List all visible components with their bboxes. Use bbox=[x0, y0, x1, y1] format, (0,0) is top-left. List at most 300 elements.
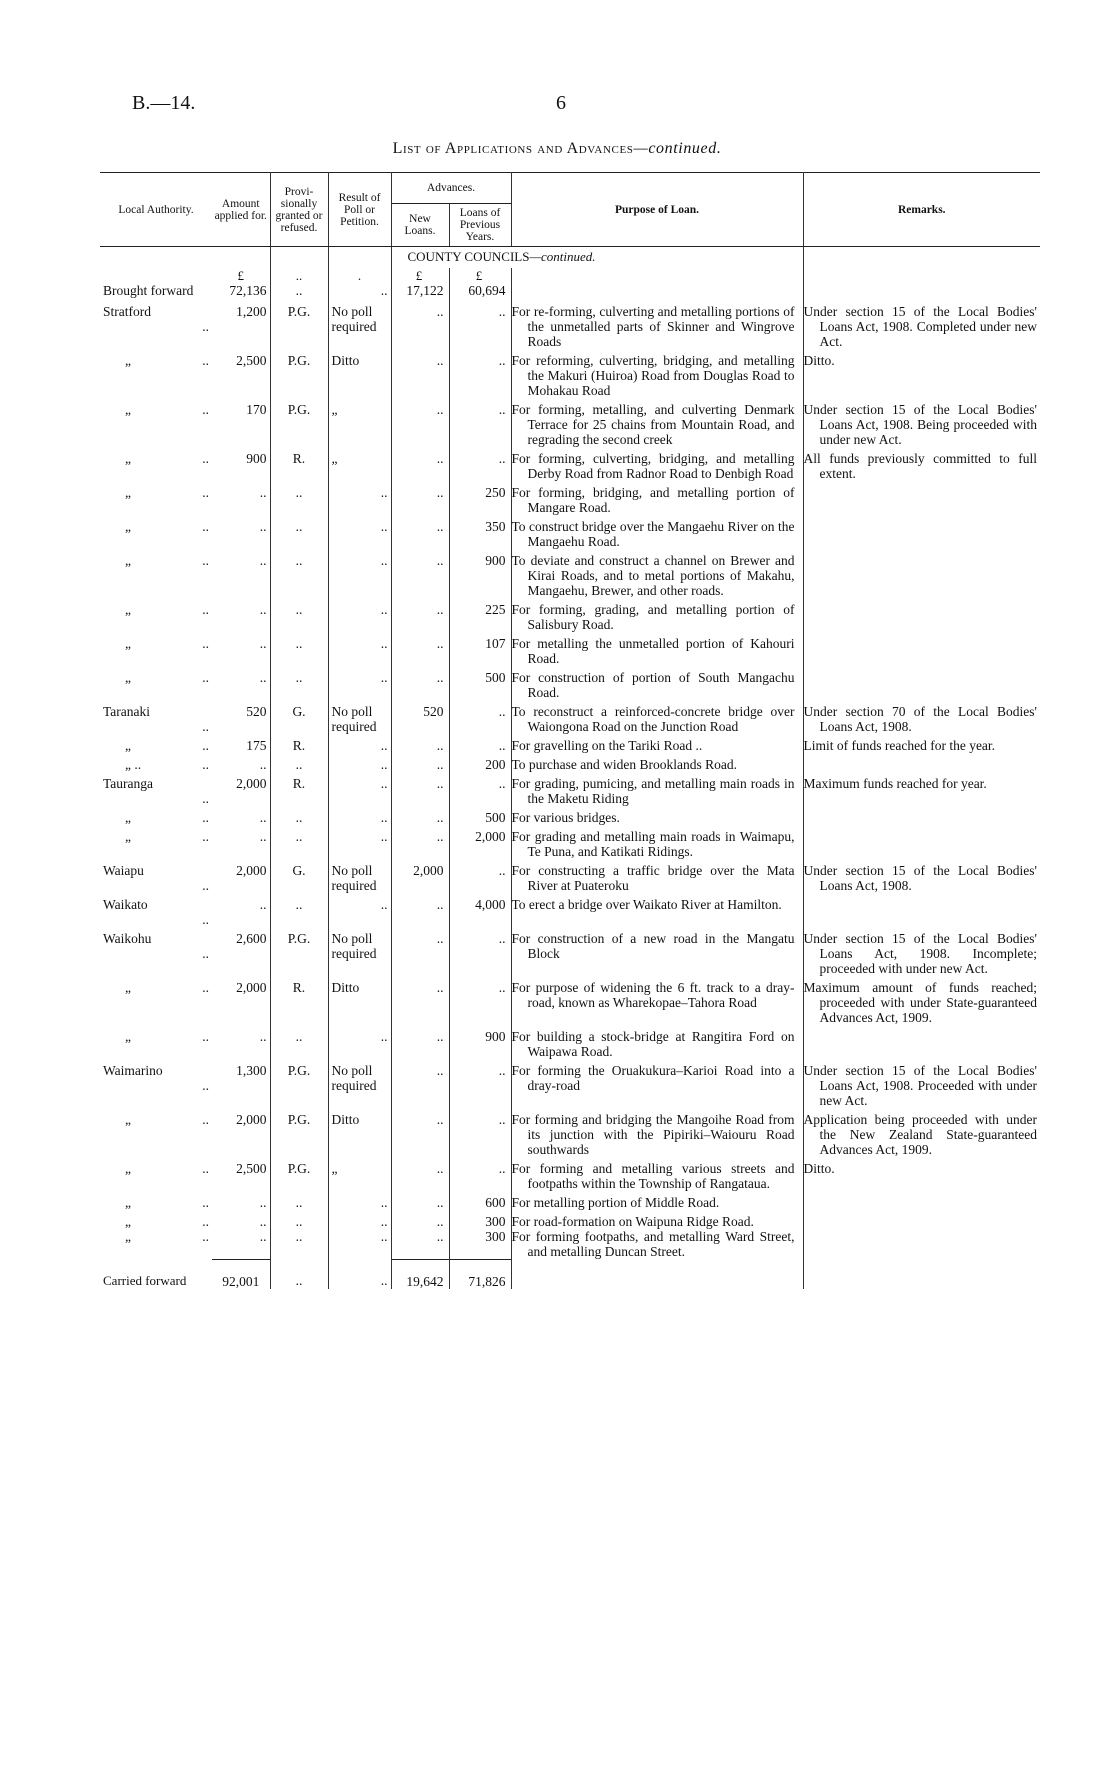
table-row bbox=[100, 353, 1040, 402]
provisional-cell: .. bbox=[270, 1029, 328, 1063]
loans-previous-cell: .. bbox=[449, 980, 511, 1029]
purpose-cell: For forming, bridging, and metalling portion of Mangare Road. bbox=[511, 485, 803, 519]
table-row bbox=[100, 829, 1040, 863]
result-cell: .. bbox=[328, 485, 391, 519]
loans-previous-cell: .. bbox=[449, 451, 511, 485]
remarks-cell: Maximum funds reached for year. bbox=[803, 776, 987, 791]
leader-dots: .. bbox=[202, 810, 209, 825]
unit-new-loans: £ bbox=[391, 268, 449, 283]
carried-result: .. bbox=[328, 1259, 391, 1289]
table-row bbox=[100, 485, 1040, 519]
purpose-cell: For grading, pumicing, and metalling main roads in the Maketu Riding bbox=[511, 776, 803, 810]
result-cell: Ditto bbox=[328, 1112, 391, 1161]
purpose-cell: For re-forming, culverting and metalling portions of the unmetalled parts of Skinner and Wingrove Roads bbox=[511, 304, 803, 353]
provisional-cell: P.G. bbox=[270, 931, 328, 980]
authority-name: „ bbox=[125, 1229, 131, 1244]
provisional-cell: G. bbox=[270, 704, 328, 738]
leader-dots: .. bbox=[202, 319, 209, 334]
authority-cell bbox=[100, 1229, 212, 1259]
loans-previous-cell: 107 bbox=[449, 636, 511, 670]
purpose-cell: For forming footpaths, and metalling Ward Street, and metalling Duncan Street. bbox=[511, 1229, 803, 1259]
col-header-advances: Advances. bbox=[391, 173, 511, 204]
loans-previous-cell: .. bbox=[449, 1161, 511, 1195]
remarks-cell: Application being proceeded with under the New Zealand State-guaranteed Advances Act, 1909. bbox=[803, 1112, 1037, 1157]
authority-cell bbox=[100, 519, 212, 553]
authority-name: Waiapu bbox=[103, 863, 144, 878]
new-loans-cell: .. bbox=[391, 829, 449, 863]
new-loans-cell: 2,000 bbox=[391, 863, 449, 897]
authority-name: „ bbox=[125, 353, 131, 368]
amount-cell: .. bbox=[212, 670, 270, 704]
leader-dots: .. bbox=[202, 1195, 209, 1210]
table-row bbox=[100, 738, 1040, 757]
authority-name: „ .. bbox=[125, 757, 142, 772]
purpose-cell: For forming and bridging the Mangoihe Road from its junction with the Pipiriki–Waiouru Road southwards bbox=[511, 1112, 803, 1161]
leader-dots: .. bbox=[202, 1112, 209, 1127]
loans-previous-cell: .. bbox=[449, 863, 511, 897]
purpose-cell: To reconstruct a reinforced-concrete bridge over Waiongona Road on the Junction Road bbox=[511, 704, 803, 738]
new-loans-cell: .. bbox=[391, 1214, 449, 1229]
remarks-cell bbox=[803, 1229, 1040, 1259]
table-row bbox=[100, 283, 1040, 304]
amount-cell: 520 bbox=[212, 704, 270, 738]
new-loans-cell: .. bbox=[391, 636, 449, 670]
authority-name: „ bbox=[125, 1161, 131, 1176]
loans-previous-cell: .. bbox=[449, 1112, 511, 1161]
caption-suffix: —continued. bbox=[633, 140, 722, 157]
authority-cell bbox=[100, 1214, 212, 1229]
loans-previous-cell: 600 bbox=[449, 1195, 511, 1214]
purpose-cell: To erect a bridge over Waikato River at Hamilton. bbox=[511, 897, 803, 931]
loans-previous-cell: 300 bbox=[449, 1229, 511, 1259]
leader-dots: .. bbox=[202, 402, 209, 417]
leader-dots: .. bbox=[202, 980, 209, 995]
leader-dots: .. bbox=[202, 757, 209, 772]
result-cell: .. bbox=[328, 602, 391, 636]
loans-previous-cell: 2,000 bbox=[449, 829, 511, 863]
table-row bbox=[100, 776, 1040, 810]
loans-previous-cell: 900 bbox=[449, 553, 511, 602]
purpose-cell: For metalling portion of Middle Road. bbox=[511, 1195, 803, 1214]
loans-previous-cell: .. bbox=[449, 738, 511, 757]
authority-name: Stratford bbox=[103, 304, 151, 319]
new-loans-cell: .. bbox=[391, 353, 449, 402]
authority-name: „ bbox=[125, 1214, 131, 1229]
loans-previous-cell: .. bbox=[449, 1063, 511, 1112]
loans-previous-cell: 4,000 bbox=[449, 897, 511, 931]
authority-name: „ bbox=[125, 636, 131, 651]
remarks-cell bbox=[803, 829, 1040, 863]
loans-previous-cell: 300 bbox=[449, 1214, 511, 1229]
authority-cell bbox=[100, 451, 212, 485]
loans-previous-cell: .. bbox=[449, 704, 511, 738]
purpose-cell bbox=[511, 283, 803, 304]
authority-name: „ bbox=[125, 738, 131, 753]
leader-dots: .. bbox=[202, 829, 209, 844]
remarks-cell: Limit of funds reached for the year. bbox=[803, 738, 996, 753]
authority-cell bbox=[100, 636, 212, 670]
new-loans-cell: .. bbox=[391, 602, 449, 636]
amount-cell: .. bbox=[212, 829, 270, 863]
table-row bbox=[100, 757, 1040, 776]
new-loans-cell: .. bbox=[391, 757, 449, 776]
purpose-cell: For reforming, culverting, bridging, and metalling the Makuri (Huiroa) Road from Douglas Road to Mohakau Road bbox=[511, 353, 803, 402]
result-cell: .. bbox=[328, 1029, 391, 1063]
amount-cell: .. bbox=[212, 897, 270, 931]
table-body bbox=[100, 247, 1040, 1260]
new-loans-cell: .. bbox=[391, 1229, 449, 1259]
remarks-cell: Under section 15 of the Local Bodies' Loans Act, 1908. Being proceeded with under new Act. bbox=[803, 402, 1037, 447]
amount-cell: .. bbox=[212, 1229, 270, 1259]
remarks-cell: Maximum amount of funds reached; proceeded with under State-guaranteed Advances Act, 1909. bbox=[803, 980, 1037, 1025]
provisional-cell: R. bbox=[270, 451, 328, 485]
purpose-cell: To purchase and widen Brooklands Road. bbox=[511, 757, 803, 776]
amount-cell: 1,200 bbox=[212, 304, 270, 353]
loans-previous-cell: 500 bbox=[449, 670, 511, 704]
remarks-cell bbox=[803, 1029, 1040, 1063]
provisional-cell: .. bbox=[270, 897, 328, 931]
authority-cell bbox=[100, 738, 212, 757]
amount-cell: 2,000 bbox=[212, 980, 270, 1029]
amount-cell: 2,500 bbox=[212, 1161, 270, 1195]
table-row bbox=[100, 451, 1040, 485]
leader-dots: .. bbox=[202, 1161, 209, 1176]
purpose-cell: For forming, grading, and metalling portion of Salisbury Road. bbox=[511, 602, 803, 636]
table-row bbox=[100, 1161, 1040, 1195]
result-cell: „ bbox=[328, 1161, 391, 1195]
authority-cell bbox=[100, 1112, 212, 1161]
provisional-cell: .. bbox=[270, 553, 328, 602]
authority-name: Waikohu bbox=[103, 931, 152, 946]
new-loans-cell: .. bbox=[391, 519, 449, 553]
loans-previous-cell: 500 bbox=[449, 810, 511, 829]
remarks-cell bbox=[803, 670, 1040, 704]
amount-cell: .. bbox=[212, 1029, 270, 1063]
provisional-cell: P.G. bbox=[270, 1161, 328, 1195]
authority-cell bbox=[100, 283, 212, 304]
amount-cell: 170 bbox=[212, 402, 270, 451]
leader-dots: .. bbox=[202, 485, 209, 500]
authority-cell bbox=[100, 353, 212, 402]
new-loans-cell: .. bbox=[391, 553, 449, 602]
remarks-cell bbox=[803, 636, 1040, 670]
table-row bbox=[100, 602, 1040, 636]
new-loans-cell: .. bbox=[391, 1195, 449, 1214]
authority-cell bbox=[100, 670, 212, 704]
authority-cell bbox=[100, 704, 212, 738]
caption-title: List of Applications and Advances bbox=[392, 140, 634, 157]
result-cell: No poll required bbox=[328, 704, 391, 738]
loans-previous-cell: 900 bbox=[449, 1029, 511, 1063]
remarks-cell bbox=[803, 1214, 1040, 1229]
new-loans-cell: .. bbox=[391, 304, 449, 353]
provisional-cell: P.G. bbox=[270, 402, 328, 451]
section-title: COUNTY COUNCILS—continued. bbox=[391, 247, 803, 269]
provisional-cell: .. bbox=[270, 283, 328, 304]
leader-dots: .. bbox=[202, 791, 209, 806]
authority-cell bbox=[100, 1195, 212, 1214]
table-row bbox=[100, 1112, 1040, 1161]
loans-previous-cell: 200 bbox=[449, 757, 511, 776]
remarks-cell bbox=[803, 283, 1040, 304]
authority-name: Brought forward bbox=[103, 283, 194, 298]
new-loans-cell: .. bbox=[391, 451, 449, 485]
leader-dots: .. bbox=[202, 738, 209, 753]
result-cell: „ bbox=[328, 402, 391, 451]
provisional-cell: R. bbox=[270, 738, 328, 757]
remarks-cell bbox=[803, 553, 1040, 602]
remarks-cell: Under section 15 of the Local Bodies' Loans Act, 1908. bbox=[803, 863, 1037, 893]
loans-previous-cell: .. bbox=[449, 776, 511, 810]
col-header-remarks: Remarks. bbox=[803, 173, 1040, 247]
provisional-cell: .. bbox=[270, 829, 328, 863]
table-row bbox=[100, 1229, 1040, 1259]
remarks-cell bbox=[803, 519, 1040, 553]
remarks-cell bbox=[803, 897, 1040, 931]
result-cell: .. bbox=[328, 519, 391, 553]
table-row bbox=[100, 304, 1040, 353]
provisional-cell: .. bbox=[270, 670, 328, 704]
new-loans-cell: .. bbox=[391, 776, 449, 810]
purpose-cell: For various bridges. bbox=[511, 810, 803, 829]
provisional-cell: P.G. bbox=[270, 353, 328, 402]
purpose-cell: For grading and metalling main roads in Waimapu, Te Puna, and Katikati Ridings. bbox=[511, 829, 803, 863]
result-cell: No poll required bbox=[328, 931, 391, 980]
authority-cell bbox=[100, 1161, 212, 1195]
section-row bbox=[100, 247, 1040, 269]
leader-dots: .. bbox=[202, 878, 209, 893]
authority-cell bbox=[100, 863, 212, 897]
authority-name: „ bbox=[125, 402, 131, 417]
loans-previous-cell: 225 bbox=[449, 602, 511, 636]
provisional-cell: .. bbox=[270, 485, 328, 519]
leader-dots: .. bbox=[202, 353, 209, 368]
result-cell: .. bbox=[328, 897, 391, 931]
new-loans-cell: .. bbox=[391, 1029, 449, 1063]
provisional-cell: .. bbox=[270, 1214, 328, 1229]
col-header-authority: Local Authority. bbox=[100, 173, 212, 247]
authority-cell bbox=[100, 553, 212, 602]
purpose-cell: For gravelling on the Tariki Road .. bbox=[511, 738, 803, 757]
provisional-cell: R. bbox=[270, 980, 328, 1029]
authority-cell bbox=[100, 810, 212, 829]
authority-name: „ bbox=[125, 829, 131, 844]
loans-previous-cell: .. bbox=[449, 353, 511, 402]
amount-cell: .. bbox=[212, 519, 270, 553]
result-cell: Ditto bbox=[328, 980, 391, 1029]
new-loans-cell: .. bbox=[391, 738, 449, 757]
purpose-cell: For construction of a new road in the Mangatu Block bbox=[511, 931, 803, 980]
col-header-purpose: Purpose of Loan. bbox=[511, 173, 803, 247]
remarks-cell bbox=[803, 1195, 1040, 1214]
purpose-cell: To deviate and construct a channel on Brewer and Kirai Roads, and to metal portions of Makahu, Mangaehu, Brewer, and other roads. bbox=[511, 553, 803, 602]
unit-row bbox=[100, 268, 1040, 283]
table-row bbox=[100, 1029, 1040, 1063]
authority-cell bbox=[100, 980, 212, 1029]
authority-cell bbox=[100, 402, 212, 451]
table-row bbox=[100, 519, 1040, 553]
result-cell: .. bbox=[328, 776, 391, 810]
table-row bbox=[100, 1214, 1040, 1229]
amount-cell: 2,000 bbox=[212, 1112, 270, 1161]
table-row bbox=[100, 863, 1040, 897]
table-row bbox=[100, 670, 1040, 704]
purpose-cell: For construction of portion of South Mangachu Road. bbox=[511, 670, 803, 704]
remarks-cell: Under section 15 of the Local Bodies' Loans Act, 1908. Incomplete; proceeded with under new Act. bbox=[803, 931, 1037, 976]
purpose-cell: For forming and metalling various streets and footpaths within the Township of Rangataua. bbox=[511, 1161, 803, 1195]
purpose-cell: To construct bridge over the Mangaehu River on the Mangaehu Road. bbox=[511, 519, 803, 553]
authority-cell bbox=[100, 829, 212, 863]
remarks-cell bbox=[803, 757, 1040, 776]
amount-cell: 900 bbox=[212, 451, 270, 485]
remarks-cell bbox=[803, 810, 1040, 829]
result-cell: .. bbox=[328, 829, 391, 863]
leader-dots: .. bbox=[202, 519, 209, 534]
authority-cell bbox=[100, 1029, 212, 1063]
leader-dots: .. bbox=[202, 602, 209, 617]
new-loans-cell: .. bbox=[391, 980, 449, 1029]
provisional-cell: .. bbox=[270, 602, 328, 636]
provisional-cell: .. bbox=[270, 1229, 328, 1259]
provisional-cell: .. bbox=[270, 636, 328, 670]
provisional-cell: .. bbox=[270, 519, 328, 553]
result-cell: .. bbox=[328, 757, 391, 776]
authority-name: „ bbox=[125, 670, 131, 685]
new-loans-cell: .. bbox=[391, 1112, 449, 1161]
purpose-cell: For constructing a traffic bridge over the Mata River at Puateroku bbox=[511, 863, 803, 897]
amount-cell: .. bbox=[212, 810, 270, 829]
result-cell: „ bbox=[328, 451, 391, 485]
provisional-cell: P.G. bbox=[270, 1112, 328, 1161]
provisional-cell: .. bbox=[270, 1195, 328, 1214]
result-cell: .. bbox=[328, 1195, 391, 1214]
authority-cell bbox=[100, 1063, 212, 1112]
new-loans-cell: .. bbox=[391, 1161, 449, 1195]
carried-provisional: .. bbox=[270, 1259, 328, 1289]
loans-previous-cell: .. bbox=[449, 931, 511, 980]
purpose-cell: For building a stock-bridge at Rangitira Ford on Waipawa Road. bbox=[511, 1029, 803, 1063]
leader-dots: .. bbox=[202, 1229, 209, 1244]
authority-name: „ bbox=[125, 602, 131, 617]
col-header-new-loans: New Loans. bbox=[391, 204, 449, 247]
amount-cell: 2,000 bbox=[212, 863, 270, 897]
leader-dots: .. bbox=[202, 553, 209, 568]
authority-cell bbox=[100, 602, 212, 636]
authority-name: „ bbox=[125, 451, 131, 466]
authority-cell bbox=[100, 897, 212, 931]
purpose-cell: For road-formation on Waipuna Ridge Road. bbox=[511, 1214, 803, 1229]
page-number: 6 bbox=[556, 92, 566, 114]
result-cell: .. bbox=[328, 1229, 391, 1259]
amount-cell: .. bbox=[212, 636, 270, 670]
table-row bbox=[100, 810, 1040, 829]
authority-name: „ bbox=[125, 485, 131, 500]
table-row bbox=[100, 636, 1040, 670]
remarks-cell: Under section 15 of the Local Bodies' Loans Act, 1908. Proceeded with under new Act. bbox=[803, 1063, 1037, 1108]
provisional-cell: .. bbox=[270, 810, 328, 829]
loans-previous-cell: 250 bbox=[449, 485, 511, 519]
authority-cell bbox=[100, 304, 212, 353]
carried-loans-previous: 71,826 bbox=[449, 1259, 511, 1289]
authority-cell bbox=[100, 757, 212, 776]
table-row bbox=[100, 704, 1040, 738]
remarks-cell: Under section 70 of the Local Bodies' Loans Act, 1908. bbox=[803, 704, 1037, 734]
provisional-cell: G. bbox=[270, 863, 328, 897]
authority-cell bbox=[100, 931, 212, 980]
new-loans-cell: .. bbox=[391, 402, 449, 451]
result-cell: .. bbox=[328, 810, 391, 829]
table-row bbox=[100, 1063, 1040, 1112]
page-id: B.—14. bbox=[132, 92, 196, 114]
table-row bbox=[100, 931, 1040, 980]
authority-name: „ bbox=[125, 1029, 131, 1044]
new-loans-cell: .. bbox=[391, 485, 449, 519]
amount-cell: 1,300 bbox=[212, 1063, 270, 1112]
provisional-cell: .. bbox=[270, 757, 328, 776]
remarks-cell: Ditto. bbox=[803, 1161, 835, 1176]
leader-dots: .. bbox=[202, 912, 209, 927]
purpose-cell: For purpose of widening the 6 ft. track to a dray-road, known as Wharekopae–Tahora Road bbox=[511, 980, 803, 1029]
result-cell: .. bbox=[328, 1214, 391, 1229]
provisional-cell: R. bbox=[270, 776, 328, 810]
table-row bbox=[100, 897, 1040, 931]
authority-name: Waikato bbox=[103, 897, 148, 912]
col-header-result: Result of Poll or Petition. bbox=[328, 173, 391, 247]
unit-provisional: .. bbox=[270, 268, 328, 283]
loans-previous-cell: .. bbox=[449, 304, 511, 353]
result-cell: .. bbox=[328, 670, 391, 704]
authority-cell bbox=[100, 485, 212, 519]
col-header-provisional: Provi-sionally granted or refused. bbox=[270, 173, 328, 247]
amount-cell: 2,500 bbox=[212, 353, 270, 402]
col-header-loans-previous: Loans of Previous Years. bbox=[449, 204, 511, 247]
authority-name: Taranaki bbox=[103, 704, 151, 719]
amount-cell: 2,000 bbox=[212, 776, 270, 810]
authority-name: „ bbox=[125, 1112, 131, 1127]
authority-name: „ bbox=[125, 810, 131, 825]
amount-cell: .. bbox=[212, 485, 270, 519]
purpose-cell: For forming, metalling, and culverting Denmark Terrace for 25 chains from Mountain Road, and regrading the second creek bbox=[511, 402, 803, 451]
result-cell: No poll required bbox=[328, 1063, 391, 1112]
result-cell: .. bbox=[328, 283, 391, 304]
carried-forward-row bbox=[100, 1259, 1040, 1289]
remarks-cell bbox=[803, 602, 1040, 636]
amount-cell: .. bbox=[212, 1214, 270, 1229]
carried-amount: 92,001 bbox=[212, 1259, 270, 1289]
unit-result: . bbox=[328, 268, 391, 283]
unit-loans-previous: £ bbox=[449, 268, 511, 283]
amount-cell: .. bbox=[212, 553, 270, 602]
authority-name: Tauranga bbox=[103, 776, 154, 791]
amount-cell: 2,600 bbox=[212, 931, 270, 980]
result-cell: .. bbox=[328, 738, 391, 757]
result-cell: No poll required bbox=[328, 863, 391, 897]
amount-cell: .. bbox=[212, 602, 270, 636]
purpose-cell: For forming, culverting, bridging, and metalling Derby Road from Radnor Road to Denbigh Road bbox=[511, 451, 803, 485]
authority-name: „ bbox=[125, 519, 131, 534]
remarks-cell: Ditto. bbox=[803, 353, 835, 368]
unit-amount: £ bbox=[212, 268, 270, 283]
leader-dots: .. bbox=[202, 451, 209, 466]
amount-cell: .. bbox=[212, 1195, 270, 1214]
result-cell: Ditto bbox=[328, 353, 391, 402]
new-loans-cell: 520 bbox=[391, 704, 449, 738]
leader-dots: .. bbox=[202, 1029, 209, 1044]
new-loans-cell: .. bbox=[391, 897, 449, 931]
provisional-cell: P.G. bbox=[270, 1063, 328, 1112]
new-loans-cell: .. bbox=[391, 670, 449, 704]
loans-previous-cell: 60,694 bbox=[449, 283, 511, 304]
